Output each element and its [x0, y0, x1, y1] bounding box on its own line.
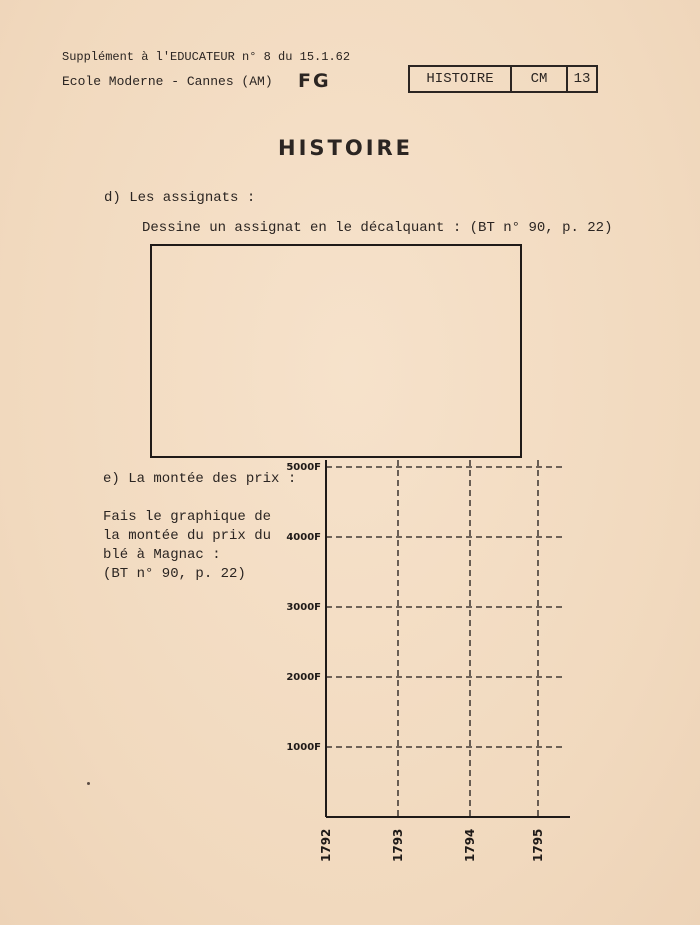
- x-tick-label: 1792: [319, 828, 333, 862]
- instruction-line: la montée du prix du: [103, 528, 272, 544]
- y-tick-label: 1000F: [286, 742, 321, 753]
- y-tick-label: 5000F: [286, 462, 321, 473]
- school-line: Ecole Moderne - Cannes (AM): [62, 74, 273, 89]
- supplement-line: Supplément à l'EDUCATEUR n° 8 du 15.1.62: [62, 50, 351, 64]
- y-tick-label: 2000F: [286, 672, 321, 683]
- instruction-line: (BT n° 90, p. 22): [103, 566, 246, 582]
- instruction-line: blé à Magnac :: [103, 547, 221, 563]
- x-tick-label: 1795: [531, 828, 545, 862]
- level-cell: CM: [512, 67, 568, 91]
- section-e-heading: e) La montée des prix :: [103, 471, 297, 487]
- y-tick-label: 3000F: [286, 602, 321, 613]
- x-tick-label: 1793: [391, 828, 405, 862]
- stray-mark: [87, 782, 90, 785]
- section-d-heading: d) Les assignats :: [104, 190, 256, 206]
- subject-cell: HISTOIRE: [410, 67, 512, 91]
- instruction-line: Fais le graphique de: [103, 509, 272, 525]
- x-tick-label: 1794: [463, 828, 477, 862]
- section-d-instruction: Dessine un assignat en le décalquant : (BT n° 90, p. 22): [142, 220, 613, 236]
- y-tick-label: 4000F: [286, 532, 321, 543]
- sheet-number-cell: 13: [573, 71, 591, 87]
- code-label: FG: [298, 70, 331, 92]
- chart-grid: [326, 460, 565, 817]
- page-title: HISTOIRE: [278, 136, 414, 160]
